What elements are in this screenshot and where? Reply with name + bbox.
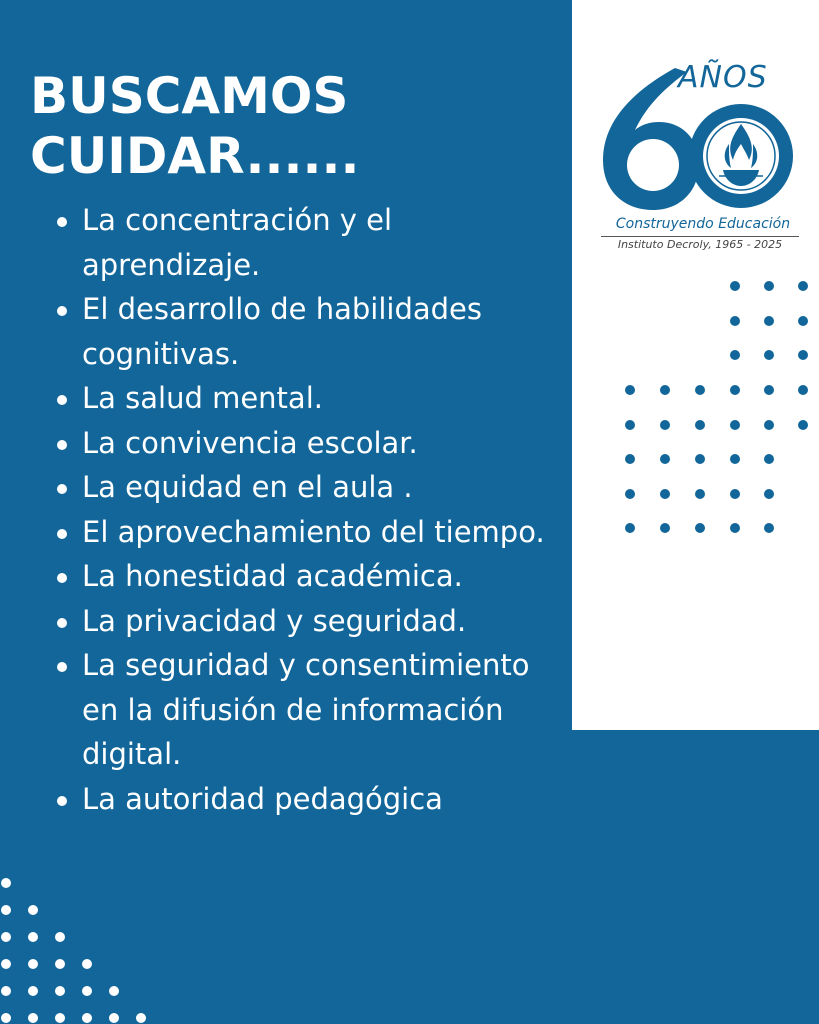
list-item: La convivencia escolar. [54,421,554,466]
logo-years-label: AÑOS [678,60,768,95]
decorative-dot [660,454,670,464]
decorative-dot [730,420,740,430]
decorative-dot [730,489,740,499]
decorative-dot [82,986,92,996]
decorative-dot [764,454,774,464]
logo-tagline: Construyendo Educación [615,216,791,232]
decorative-dot [55,986,65,996]
headline-line-1: BUSCAMOS [30,67,349,125]
decorative-dot [55,932,65,942]
decorative-dot [625,385,635,395]
decorative-dot [1,1013,11,1023]
decorative-dot [28,1013,38,1023]
decorative-dot [82,959,92,969]
decorative-dot [764,523,774,533]
decorative-dot [798,281,808,291]
decorative-dot [28,932,38,942]
decorative-dot [82,1013,92,1023]
decorative-dot [660,489,670,499]
decorative-dot [28,905,38,915]
list-item: La concentración y el aprendizaje. [54,198,554,287]
list-item: La privacidad y seguridad. [54,599,554,644]
decorative-dot [109,1013,119,1023]
anniversary-logo [595,60,805,260]
decorative-dot [695,385,705,395]
decorative-dot [660,420,670,430]
bullet-list [54,198,554,821]
list-item: La autoridad pedagógica [54,777,554,822]
decorative-dot [28,959,38,969]
headline-line-2: CUIDAR...... [30,127,360,185]
decorative-dot [28,986,38,996]
decorative-dot [625,420,635,430]
list-item: La salud mental. [54,376,554,421]
decorative-dot [625,523,635,533]
decorative-dot [695,523,705,533]
decorative-dot [730,281,740,291]
decorative-dot [695,454,705,464]
decorative-dot [764,350,774,360]
decorative-dot [625,489,635,499]
decorative-dot [1,959,11,969]
decorative-dot [55,959,65,969]
decorative-dot [764,420,774,430]
decorative-dot [730,316,740,326]
decorative-dot [1,986,11,996]
decorative-dot [730,523,740,533]
logo-subtitle: Instituto Decroly, 1965 - 2025 [617,238,783,251]
decorative-dot [798,385,808,395]
decorative-dot [1,932,11,942]
list-item: El desarrollo de habilidades cognitivas. [54,287,554,376]
list-item: La equidad en el aula . [54,465,554,510]
decorative-dot [730,350,740,360]
list-item: La seguridad y consentimiento en la difusión de información digital. [54,643,554,777]
decorative-dot [55,1013,65,1023]
list-item: La honestidad académica. [54,554,554,599]
decorative-dot [798,350,808,360]
decorative-dot [1,905,11,915]
decorative-dot [764,281,774,291]
decorative-dot [695,420,705,430]
decorative-dot [764,316,774,326]
list-item: El aprovechamiento del tiempo. [54,510,554,555]
logo-divider [601,236,799,237]
decorative-dot [136,1013,146,1023]
decorative-dot [730,454,740,464]
decorative-dot [625,454,635,464]
decorative-dot [109,986,119,996]
decorative-dot [695,489,705,499]
decorative-dot [798,420,808,430]
decorative-dot [660,385,670,395]
decorative-dot [660,523,670,533]
decorative-dot [798,316,808,326]
headline [30,66,360,186]
decorative-dot [730,385,740,395]
decorative-dot [1,878,11,888]
decorative-dot [764,385,774,395]
decorative-dot [764,489,774,499]
